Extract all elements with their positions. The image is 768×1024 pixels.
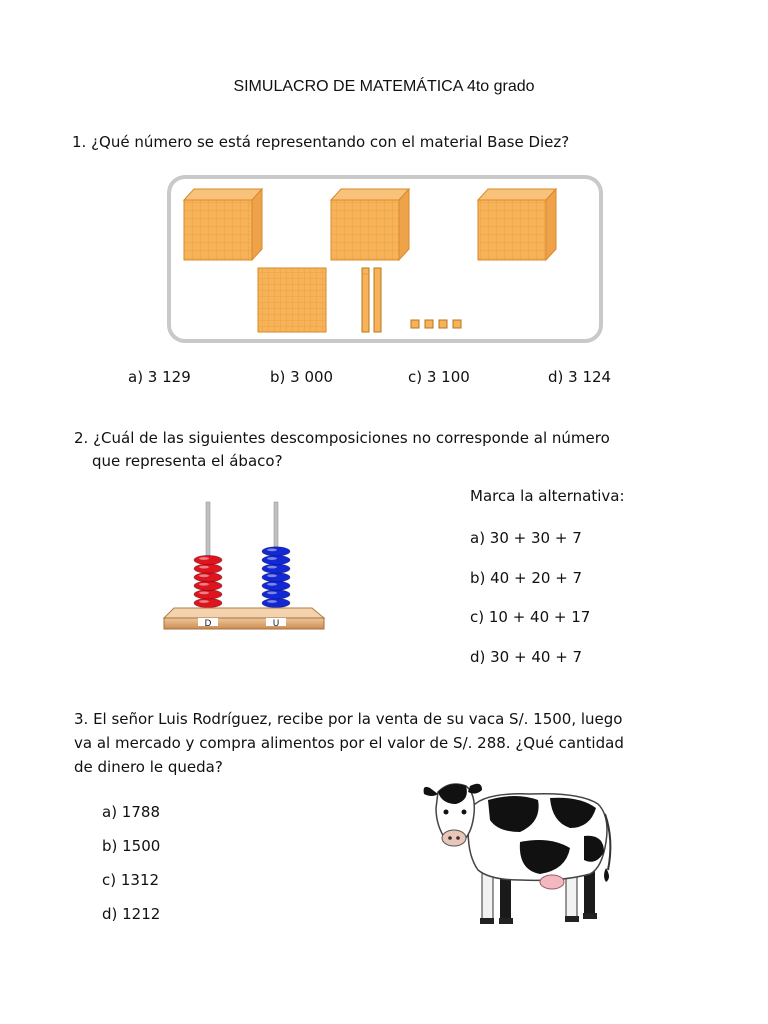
abacus-label-u: U <box>272 619 280 629</box>
question-3-line-2: va al mercado y compra alimentos por el valor de S/. 288. ¿Qué cantidad <box>74 734 624 752</box>
q3-option-d[interactable]: d) 1212 <box>102 905 161 923</box>
abacus-figure <box>160 496 330 634</box>
thousand-cube <box>478 189 556 260</box>
abacus-base-top <box>164 608 324 618</box>
abacus-bead <box>262 590 290 599</box>
abacus-bead <box>194 564 222 573</box>
abacus-bead <box>262 573 290 582</box>
q2-option-d[interactable]: d) 30 + 40 + 7 <box>470 648 583 666</box>
thousand-cube <box>331 189 409 260</box>
abacus-bead <box>194 590 222 599</box>
abacus-bead-highlight <box>267 592 277 595</box>
unit-cube <box>425 320 433 328</box>
abacus-bead <box>262 581 290 590</box>
abacus-base <box>164 618 324 629</box>
abacus-bead-highlight <box>199 592 209 595</box>
question-3-line-1: 3. El señor Luis Rodríguez, recibe por la venta de su vaca S/. 1500, luego <box>74 710 623 728</box>
base-ten-figure <box>160 170 610 348</box>
question-1-text: 1. ¿Qué número se está representando con el material Base Diez? <box>72 133 570 151</box>
abacus-bead-highlight <box>267 566 277 569</box>
q3-option-b[interactable]: b) 1500 <box>102 837 161 855</box>
hundred-flat <box>258 268 326 332</box>
abacus-beads-units <box>262 547 290 608</box>
abacus-bead <box>194 573 222 582</box>
unit-cube <box>453 320 461 328</box>
ten-rod <box>374 268 381 332</box>
q2-option-a[interactable]: a) 30 + 30 + 7 <box>470 529 582 547</box>
abacus-bead-highlight <box>267 600 277 603</box>
abacus-bead <box>194 581 222 590</box>
unit-cube <box>411 320 419 328</box>
abacus-bead <box>262 598 290 607</box>
abacus-bead-highlight <box>199 583 209 586</box>
abacus-bead <box>262 564 290 573</box>
abacus-bead <box>262 547 290 556</box>
abacus-bead-highlight <box>267 557 277 560</box>
abacus-bead <box>262 555 290 564</box>
abacus-bead-highlight <box>199 574 209 577</box>
thousand-cube <box>184 189 262 260</box>
abacus-bead-highlight <box>267 549 277 552</box>
abacus-bead-highlight <box>267 574 277 577</box>
page-title: SIMULACRO DE MATEMÁTICA 4to grado <box>233 78 535 95</box>
q3-option-a[interactable]: a) 1788 <box>102 803 160 821</box>
abacus-beads-tens <box>194 555 222 607</box>
abacus-bead-highlight <box>267 583 277 586</box>
q1-option-a[interactable]: a) 3 129 <box>128 368 191 386</box>
q2-option-b[interactable]: b) 40 + 20 + 7 <box>470 569 583 587</box>
q1-option-d[interactable]: d) 3 124 <box>548 368 612 386</box>
unit-cube <box>439 320 447 328</box>
cow-image <box>420 770 620 935</box>
ten-rod <box>362 268 369 332</box>
abacus-bead-highlight <box>199 600 209 603</box>
abacus-bead-highlight <box>199 566 209 569</box>
question-2-line-2: que representa el ábaco? <box>92 452 283 470</box>
question-3-line-3: de dinero le queda? <box>74 758 223 776</box>
abacus-bead <box>194 555 222 564</box>
q1-option-b[interactable]: b) 3 000 <box>270 368 334 386</box>
abacus-bead <box>194 598 222 607</box>
q3-option-c[interactable]: c) 1312 <box>102 871 160 889</box>
q1-option-c[interactable]: c) 3 100 <box>408 368 470 386</box>
question-2-line-1: 2. ¿Cuál de las siguientes descomposiciones no corresponde al número <box>74 429 610 447</box>
q2-prompt: Marca la alternativa: <box>470 487 625 505</box>
abacus-label-d: D <box>204 619 212 629</box>
abacus-bead-highlight <box>199 557 209 560</box>
q2-option-c[interactable]: c) 10 + 40 + 17 <box>470 608 591 626</box>
